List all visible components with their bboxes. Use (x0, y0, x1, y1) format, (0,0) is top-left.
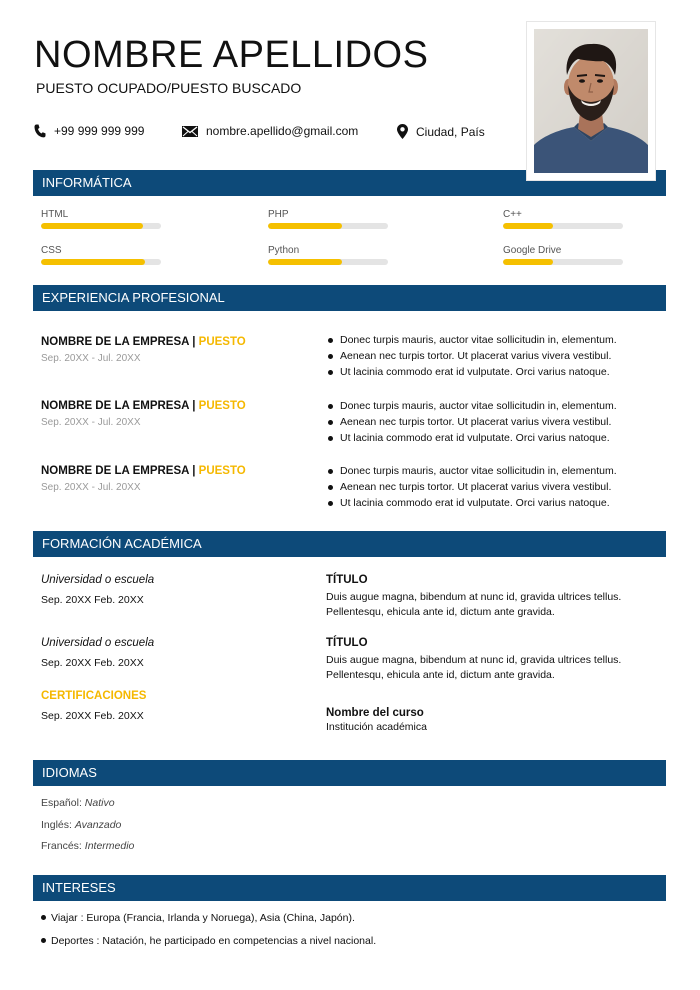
degree-description: Pellentesqu, ehicula ante id, dictum ante gravida. (326, 669, 555, 681)
language-item (41, 819, 121, 831)
list-item: Donec turpis mauris, auctor vitae sollicitudin in, elementum. (328, 398, 617, 414)
section-header-skills: INFORMÁTICA (33, 170, 666, 196)
skill-name: C++ (503, 209, 522, 220)
skill-bar (41, 223, 161, 229)
company-name: NOMBRE DE LA EMPRESA (41, 336, 190, 348)
education-dates: Sep. 20XX Feb. 20XX (41, 657, 144, 669)
skill-name: HTML (41, 209, 69, 220)
skill-bar (41, 259, 161, 265)
list-item: Aenean nec turpis tortor. Ut placerat varius vivera vestibul. (328, 414, 617, 430)
location-text: Ciudad, País (416, 124, 485, 139)
job-bullet-list (328, 463, 617, 511)
language-level: Intermedio (84, 840, 135, 852)
list-item: Ut lacinia commodo erat id vulputate. Orci varius natoque. (328, 430, 617, 446)
list-item: Aenean nec turpis tortor. Ut placerat varius vivera vestibul. (328, 479, 617, 495)
job-dates: Sep. 20XX - Jul. 20XX (41, 417, 141, 428)
section-header-interests: INTERESES (33, 875, 666, 901)
skill-bar (268, 223, 388, 229)
job-dates: Sep. 20XX - Jul. 20XX (41, 482, 141, 493)
skill-item (41, 245, 161, 265)
separator: | (192, 336, 196, 348)
degree-title: TÍTULO (326, 637, 368, 649)
skill-name: Python (268, 245, 300, 256)
job-bullet-list (328, 398, 617, 446)
degree-title: TÍTULO (326, 574, 368, 586)
full-name: NOMBRE APELLIDOS (34, 34, 429, 76)
skill-bar-fill (503, 223, 553, 229)
list-item: Ut lacinia commodo erat id vulputate. Orci varius natoque. (328, 364, 617, 380)
skill-bar (503, 223, 623, 229)
job-entry (41, 400, 246, 428)
course-name: Nombre del curso (326, 707, 424, 719)
job-heading (41, 465, 246, 477)
section-header-languages: IDIOMAS (33, 760, 666, 786)
job-dates: Sep. 20XX - Jul. 20XX (41, 353, 141, 364)
degree-description: Pellentesqu, ehicula ante id, dictum ante gravida. (326, 606, 555, 618)
list-item: Aenean nec turpis tortor. Ut placerat varius vivera vestibul. (328, 348, 617, 364)
skill-bar-fill (268, 223, 342, 229)
list-item: Donec turpis mauris, auctor vitae sollicitudin in, elementum. (328, 332, 617, 348)
skill-item (503, 209, 623, 229)
language-name: Inglés: (41, 819, 72, 831)
education-details (326, 574, 621, 620)
job-entry (41, 336, 246, 364)
education-entry (41, 637, 154, 669)
language-level: Avanzado (74, 819, 122, 831)
company-name: NOMBRE DE LA EMPRESA (41, 465, 190, 477)
degree-description: Duis augue magna, bibendum at nunc id, gravida ultrices tellus. (326, 591, 622, 603)
job-position: PUESTO (198, 336, 246, 348)
skill-name: CSS (41, 245, 62, 256)
profile-photo-frame (527, 22, 655, 180)
contact-email (182, 124, 358, 138)
language-name: Francés: (41, 840, 82, 852)
section-header-experience: EXPERIENCIA PROFESIONAL (33, 285, 666, 311)
job-entry (41, 465, 246, 493)
language-name: Español: (41, 797, 82, 809)
skill-item (268, 245, 388, 265)
phone-icon (34, 124, 46, 138)
skill-name: Google Drive (503, 245, 562, 256)
job-heading (41, 336, 246, 348)
language-item (41, 840, 134, 852)
interest-item: Viajar : Europa (Francia, Irlanda y Noruega), Asia (China, Japón). (41, 912, 355, 924)
job-bullet-list (328, 332, 617, 380)
phone-number: +99 999 999 999 (54, 124, 145, 138)
company-name: NOMBRE DE LA EMPRESA (41, 400, 190, 412)
skill-bar (503, 259, 623, 265)
skill-item (41, 209, 161, 229)
job-heading (41, 400, 246, 412)
language-item (41, 797, 115, 809)
job-title: PUESTO OCUPADO/PUESTO BUSCADO (36, 80, 302, 96)
profile-photo (534, 29, 648, 173)
skill-bar-fill (41, 223, 143, 229)
course-details (326, 707, 427, 735)
education-entry (41, 574, 154, 606)
map-pin-icon (397, 124, 408, 139)
skill-name: PHP (268, 209, 289, 220)
skill-item (268, 209, 388, 229)
skill-bar-fill (503, 259, 553, 265)
skill-bar-fill (268, 259, 342, 265)
education-details (326, 637, 621, 683)
email-address: nombre.apellido@gmail.com (206, 124, 359, 138)
job-position: PUESTO (198, 465, 246, 477)
school-name: Universidad o escuela (41, 637, 155, 649)
contact-location (397, 124, 485, 139)
skill-bar (268, 259, 388, 265)
school-name: Universidad o escuela (41, 574, 155, 586)
language-level: Nativo (84, 797, 115, 809)
separator: | (192, 400, 196, 412)
interest-item: Deportes : Natación, he participado en competencias a nivel nacional. (41, 935, 376, 947)
degree-description: Duis augue magna, bibendum at nunc id, gravida ultrices tellus. (326, 654, 622, 666)
section-header-education: FORMACIÓN ACADÉMICA (33, 531, 666, 557)
skill-bar-fill (41, 259, 145, 265)
job-position: PUESTO (198, 400, 246, 412)
skill-item (503, 245, 623, 265)
separator: | (192, 465, 196, 477)
certifications-label: CERTIFICACIONES (41, 690, 147, 702)
certifications-entry (41, 690, 146, 722)
envelope-icon (182, 126, 198, 137)
certification-dates: Sep. 20XX Feb. 20XX (41, 710, 144, 722)
education-dates: Sep. 20XX Feb. 20XX (41, 594, 144, 606)
list-item: Donec turpis mauris, auctor vitae sollicitudin in, elementum. (328, 463, 617, 479)
course-institution: Institución académica (326, 721, 427, 733)
list-item: Ut lacinia commodo erat id vulputate. Orci varius natoque. (328, 495, 617, 511)
contact-phone (34, 124, 144, 138)
